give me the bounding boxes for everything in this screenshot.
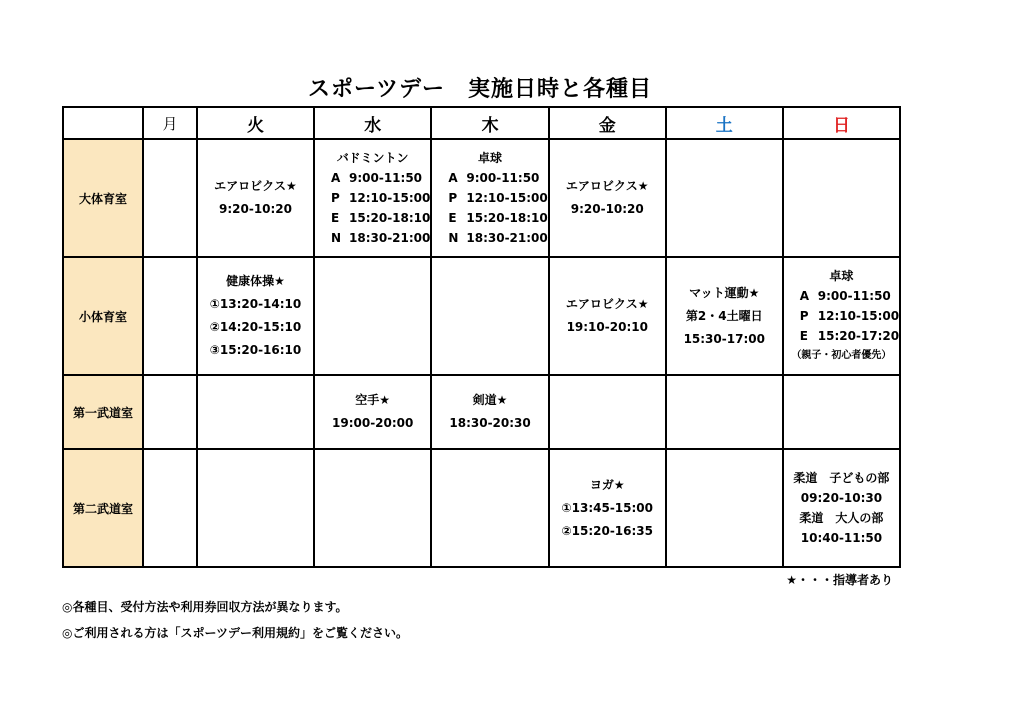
time-slot (315, 208, 430, 228)
activity-time: ①13:45-15:00 (561, 500, 654, 515)
slot-code: P (331, 191, 340, 205)
note-line: ◎各種目、受付方法や利用券回収方法が異なります。 (62, 600, 348, 614)
cell-shotaiiku-sun (783, 257, 900, 375)
activity-time: 09:20-10:30 (800, 491, 883, 505)
legend-instructor: ★・・・指導者あり (786, 573, 893, 587)
note-line: ◎ご利用される方は「スポーツデー利用規約」をご覧ください。 (62, 626, 408, 640)
corner-cell (63, 107, 143, 139)
activity-note: （親子・初心者優先） (791, 350, 892, 361)
room-label-daiichi: 第一武道室 (63, 375, 143, 449)
page-title: スポーツデー 実施日時と各種目 (307, 77, 653, 102)
day-header-sun: 日 (783, 107, 900, 139)
activity-time: 19:10-20:10 (566, 320, 648, 334)
activity-name: 柔道 子どもの部 (793, 471, 890, 485)
time-slot (432, 168, 547, 188)
room-row-daitaiiku (63, 139, 900, 257)
day-header-tue: 火 (197, 107, 314, 139)
activity-name: エアロビクス★ (565, 179, 649, 193)
slot-code: P (799, 309, 809, 323)
cell-daitaiiku-sat (666, 139, 783, 257)
cell-daitaiiku-wed (314, 139, 431, 257)
slot-time: 9:00-11:50 (466, 171, 540, 185)
cell-daitaiiku-tue (197, 139, 314, 257)
slot-time: 9:00-11:50 (349, 171, 423, 185)
cell-daini-wed (314, 449, 431, 567)
activity-time: 10:40-11:50 (800, 531, 883, 545)
room-label-shotaiiku: 小体育室 (63, 257, 143, 375)
cell-shotaiiku-mon (143, 257, 197, 375)
time-slot (315, 228, 430, 248)
cell-daitaiiku-thu (431, 139, 548, 257)
slot-time: 15:20-18:10 (466, 211, 548, 225)
cell-daiichi-fri (549, 375, 666, 449)
activity-time: 15:30-17:00 (683, 331, 765, 346)
activity-time: 9:20-10:20 (570, 202, 644, 216)
cell-daini-thu (431, 449, 548, 567)
activity-time: 19:00-20:00 (332, 416, 414, 430)
activity-time: 18:30-20:30 (449, 416, 531, 430)
slot-time: 18:30-21:00 (466, 231, 548, 245)
cell-daini-fri (549, 449, 666, 567)
cell-daiichi-sat (666, 375, 783, 449)
slot-code: E (448, 211, 457, 225)
activity-time: ③15:20-16:10 (209, 343, 302, 357)
cell-shotaiiku-thu (431, 257, 548, 375)
time-slot (315, 188, 430, 208)
cell-daiichi-sun (783, 375, 900, 449)
time-slot (315, 168, 430, 188)
activity-time: 9:20-10:20 (218, 202, 293, 216)
cell-daini-tue (197, 449, 314, 567)
header-row (63, 107, 900, 139)
cell-daiichi-thu (431, 375, 548, 449)
cell-daini-sat (666, 449, 783, 567)
cell-daitaiiku-sun (783, 139, 900, 257)
room-label-daitaiiku: 大体育室 (63, 139, 143, 257)
slot-time: 12:10-15:00 (349, 191, 431, 205)
day-header-thu: 木 (431, 107, 548, 139)
slot-code: E (331, 211, 340, 225)
activity-schedule: 第2・4土曜日 (685, 308, 763, 323)
time-slot (432, 208, 547, 228)
cell-daiichi-wed (314, 375, 431, 449)
activity-name: 健康体操★ (226, 274, 285, 288)
cell-daini-mon (143, 449, 197, 567)
cell-daini-sun (783, 449, 900, 567)
activity-time: ②15:20-16:35 (561, 523, 654, 538)
time-slot (784, 286, 899, 306)
activity-name: 卓球 (829, 269, 854, 283)
activity-name: エアロビクス★ (565, 297, 649, 311)
activity-time: ①13:20-14:10 (209, 297, 302, 311)
slot-code: A (331, 171, 341, 185)
slot-code: A (448, 171, 458, 185)
slot-time: 12:10-15:00 (817, 309, 900, 323)
cell-shotaiiku-wed (314, 257, 431, 375)
schedule-table (62, 106, 901, 568)
cell-daitaiiku-mon (143, 139, 197, 257)
slot-code: A (799, 289, 810, 303)
slot-code: N (331, 231, 342, 245)
activity-name: バドミントン (336, 151, 409, 165)
slot-time: 9:00-11:50 (817, 289, 891, 303)
time-slot (784, 306, 899, 326)
slot-time: 18:30-21:00 (349, 231, 431, 245)
room-label-daini: 第二武道室 (63, 449, 143, 567)
activity-name: 剣道★ (472, 393, 508, 407)
day-header-fri: 金 (549, 107, 666, 139)
activity-name: ヨガ★ (589, 477, 625, 492)
cell-shotaiiku-tue (197, 257, 314, 375)
day-header-mon: 月 (143, 107, 197, 139)
cell-daitaiiku-fri (549, 139, 666, 257)
time-slot (432, 228, 547, 248)
time-slot (784, 326, 899, 346)
room-row-daiichi (63, 375, 900, 449)
activity-name: マット運動★ (689, 285, 760, 300)
slot-code: N (448, 231, 459, 245)
slot-time: 15:20-18:10 (349, 211, 431, 225)
slot-time: 12:10-15:00 (466, 191, 548, 205)
room-row-shotaiiku (63, 257, 900, 375)
day-header-sat: 土 (666, 107, 783, 139)
slot-time: 15:20-17:20 (817, 329, 900, 343)
time-slot (432, 188, 547, 208)
cell-shotaiiku-fri (549, 257, 666, 375)
slot-code: P (448, 191, 458, 205)
slot-code: E (799, 329, 808, 343)
cell-daiichi-mon (143, 375, 197, 449)
cell-daiichi-tue (197, 375, 314, 449)
cell-shotaiiku-sat (666, 257, 783, 375)
activity-time: ②14:20-15:10 (209, 320, 302, 334)
room-row-daini (63, 449, 900, 567)
activity-name: 空手★ (355, 393, 391, 407)
activity-name: 柔道 大人の部 (799, 511, 884, 525)
day-header-wed: 水 (314, 107, 431, 139)
activity-name: 卓球 (478, 151, 503, 165)
activity-name: エアロビクス★ (214, 179, 297, 193)
